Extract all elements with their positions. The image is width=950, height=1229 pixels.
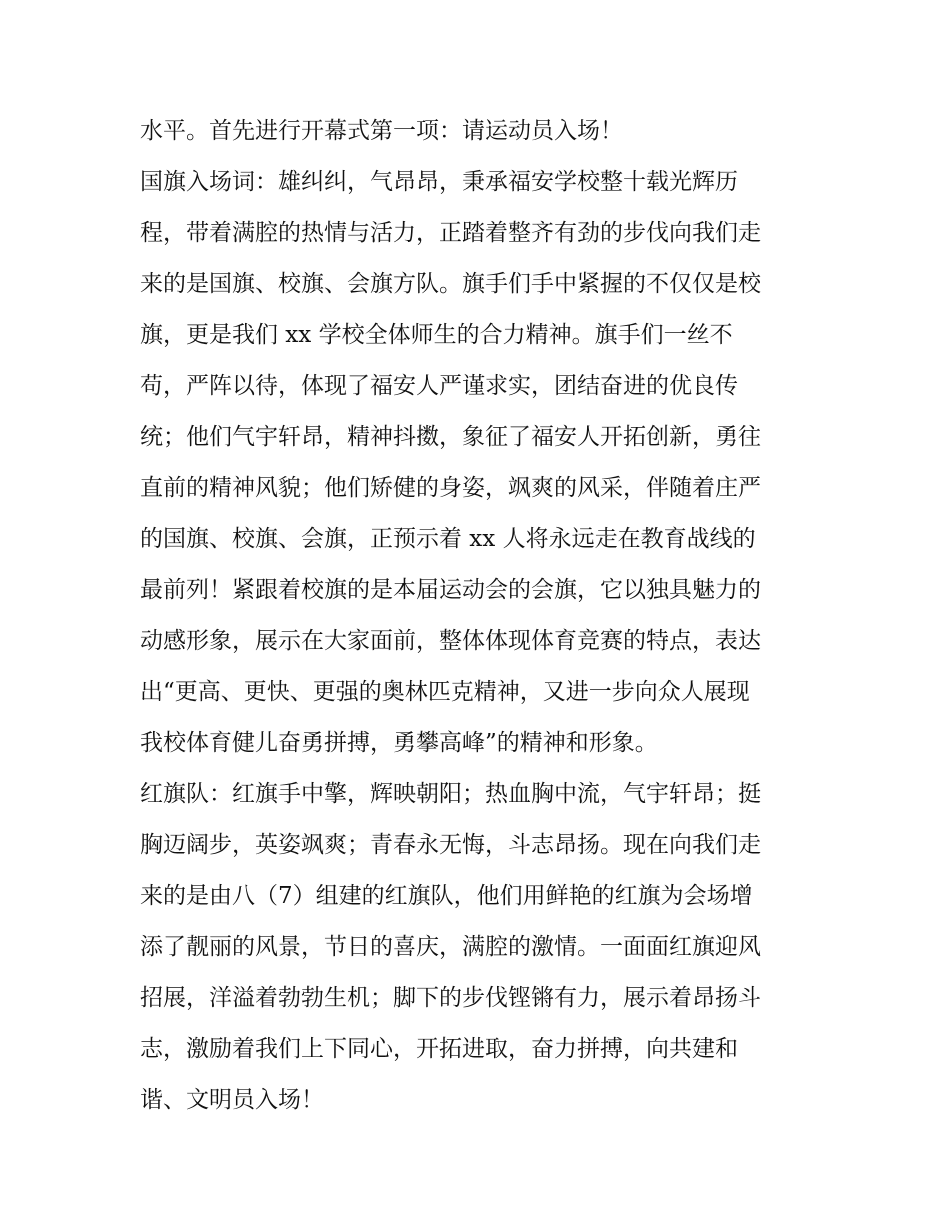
text-line: 出“更高、更快、更强的奥林匹克精神，又进一步向众人展现 <box>140 679 750 705</box>
text-line: 谐、文明员入场！ <box>140 1087 324 1113</box>
text-line: 来的是国旗、校旗、会旗方队。旗手们手中紧握的不仅仅是校 <box>140 271 761 297</box>
text-line: 动感形象，展示在大家面前，整体体现体育竞赛的特点，表达 <box>140 628 761 654</box>
text-line: 的国旗、校旗、会旗，正预示着 xx 人将永远走在教育战线的 <box>140 526 756 552</box>
text-line: 水平。首先进行开幕式第一项：请运动员入场！ <box>140 118 623 144</box>
text-line: 旗，更是我们 xx 学校全体师生的合力精神。旗手们一丝不 <box>140 322 733 348</box>
text-line: 来的是由八（7）组建的红旗队，他们用鲜艳的红旗为会场增 <box>140 883 753 909</box>
text-line: 红旗队：红旗手中擎，辉映朝阳；热血胸中流，气宇轩昂；挺 <box>140 781 761 807</box>
text-line: 志，激励着我们上下同心，开拓进取，奋力拼搏，向共建和 <box>140 1036 738 1062</box>
text-line: 我校体育健儿奋勇拼搏，勇攀高峰”的精神和形象。 <box>140 730 658 756</box>
text-line: 最前列！紧跟着校旗的是本届运动会的会旗，它以独具魅力的 <box>140 577 761 603</box>
text-line: 程，带着满腔的热情与活力，正踏着整齐有劲的步伐向我们走 <box>140 220 761 246</box>
text-line: 胸迈阔步，英姿飒爽；青春永无悔，斗志昂扬。现在向我们走 <box>140 832 761 858</box>
text-line: 国旗入场词：雄纠纠，气昂昂，秉承福安学校整十载光辉历 <box>140 169 738 195</box>
text-line: 添了靓丽的风景，节日的喜庆，满腔的激情。一面面红旗迎风 <box>140 934 761 960</box>
text-line: 直前的精神风貌；他们矫健的身姿，飒爽的风采，伴随着庄严 <box>140 475 761 501</box>
text-line: 苟，严阵以待，体现了福安人严谨求实，团结奋进的优良传 <box>140 373 738 399</box>
document-body <box>140 106 820 1126</box>
text-line: 招展，洋溢着勃勃生机；脚下的步伐铿锵有力，展示着昂扬斗 <box>140 985 761 1011</box>
text-line: 统；他们气宇轩昂，精神抖擞，象征了福安人开拓创新，勇往 <box>140 424 761 450</box>
